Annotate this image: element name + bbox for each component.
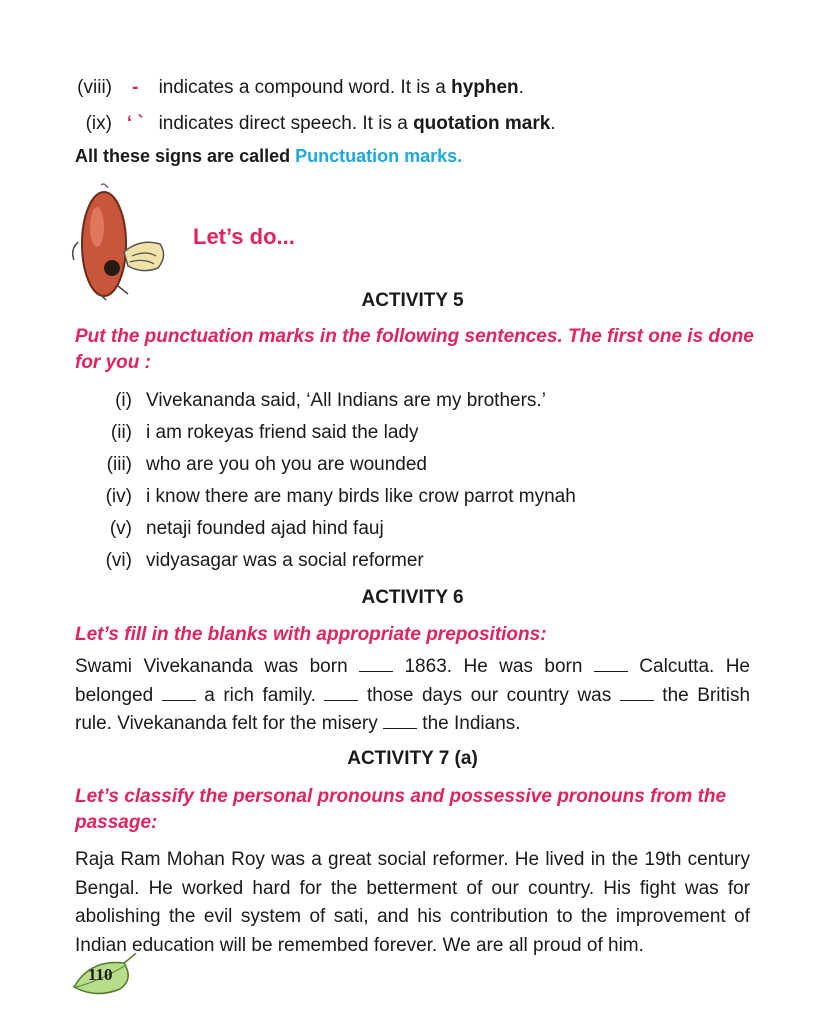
- item-text: Vivekananda said, ‘All Indians are my brothers.’: [146, 390, 546, 411]
- item-number: (vi): [105, 550, 132, 571]
- item-number: (ii): [110, 422, 132, 443]
- blank-line: [594, 655, 628, 672]
- sign-term: quotation mark: [413, 113, 551, 134]
- activity-5-instruction: Put the punctuation marks in the following sentences. The first one is done for you :: [75, 326, 754, 373]
- list-item: [90, 485, 576, 509]
- sign-number: (ix): [85, 113, 112, 134]
- sign-period: .: [518, 77, 524, 98]
- list-item: [90, 549, 424, 573]
- activity-7-instruction: Let’s classify the personal pronouns and possessive pronouns from the passage:: [75, 786, 727, 833]
- seed-mascot-illustration: [68, 182, 208, 302]
- pronoun-passage: Raja Ram Mohan Roy was a great social reformer. He lived in the 19th century Bengal. He worked hard for the betterment of our country. His fight was for abolishing the evil system of sati, and his contribution to the improvement of Indian education will be remembed forever. We are all proud of him.: [75, 849, 750, 956]
- activity-6-instruction: Let’s fill in the blanks with appropriate prepositions:: [75, 624, 547, 645]
- item-number: (iii): [106, 454, 132, 475]
- punctuation-summary: [75, 146, 462, 167]
- list-item: [90, 517, 384, 541]
- list-item: [90, 453, 427, 477]
- sign-term: hyphen: [451, 77, 519, 98]
- activity-6-heading: ACTIVITY 6: [361, 587, 464, 608]
- blank-line: [359, 655, 393, 672]
- paragraph-segment: Swami Vivekananda was born: [75, 656, 360, 677]
- activity-7-heading: ACTIVITY 7 (a): [347, 748, 478, 769]
- sign-period: .: [550, 113, 556, 134]
- item-text: netaji founded ajad hind fauj: [146, 518, 384, 539]
- sign-row-quotation: [56, 112, 556, 136]
- blank-line: [162, 684, 196, 701]
- item-text: vidyasagar was a social reformer: [146, 550, 424, 571]
- paragraph-segment: the Indians.: [417, 713, 521, 734]
- item-number: (v): [109, 518, 132, 539]
- paragraph-segment: those days our country was: [358, 684, 620, 706]
- summary-text: All these signs are called: [75, 146, 296, 166]
- page-number-badge: [70, 953, 142, 999]
- quotation-mark-symbol: ‘ `: [126, 113, 144, 134]
- hyphen-mark: -: [132, 77, 139, 98]
- sign-row-hyphen: [56, 76, 524, 100]
- lets-do-heading: Let’s do...: [193, 224, 295, 249]
- page-number: 110: [88, 965, 113, 984]
- paragraph-segment: the British rule. Vivekananda felt for the misery: [75, 684, 751, 734]
- paragraph-segment: 1863. He was born: [393, 656, 594, 677]
- item-text: who are you oh you are wounded: [146, 454, 427, 475]
- item-text: i am rokeyas friend said the lady: [146, 422, 419, 443]
- paragraph-segment: Calcutta. He belonged: [75, 656, 751, 706]
- summary-highlight: Punctuation marks.: [295, 146, 463, 166]
- item-text: i know there are many birds like crow parrot mynah: [146, 486, 576, 507]
- list-item: [90, 421, 418, 445]
- fill-in-blanks-paragraph: [75, 653, 750, 739]
- sign-number: (viii): [77, 77, 112, 98]
- list-item: [90, 389, 546, 413]
- blank-line: [383, 712, 417, 729]
- paragraph-segment: a rich family.: [195, 684, 325, 706]
- activity-5-heading: ACTIVITY 5: [361, 290, 464, 311]
- sign-description: indicates direct speech. It is a: [158, 113, 414, 134]
- sign-description: indicates a compound word. It is a: [158, 77, 452, 98]
- blank-line: [324, 684, 358, 701]
- item-number: (iv): [105, 486, 132, 507]
- item-number: (i): [115, 390, 132, 411]
- blank-line: [620, 684, 654, 701]
